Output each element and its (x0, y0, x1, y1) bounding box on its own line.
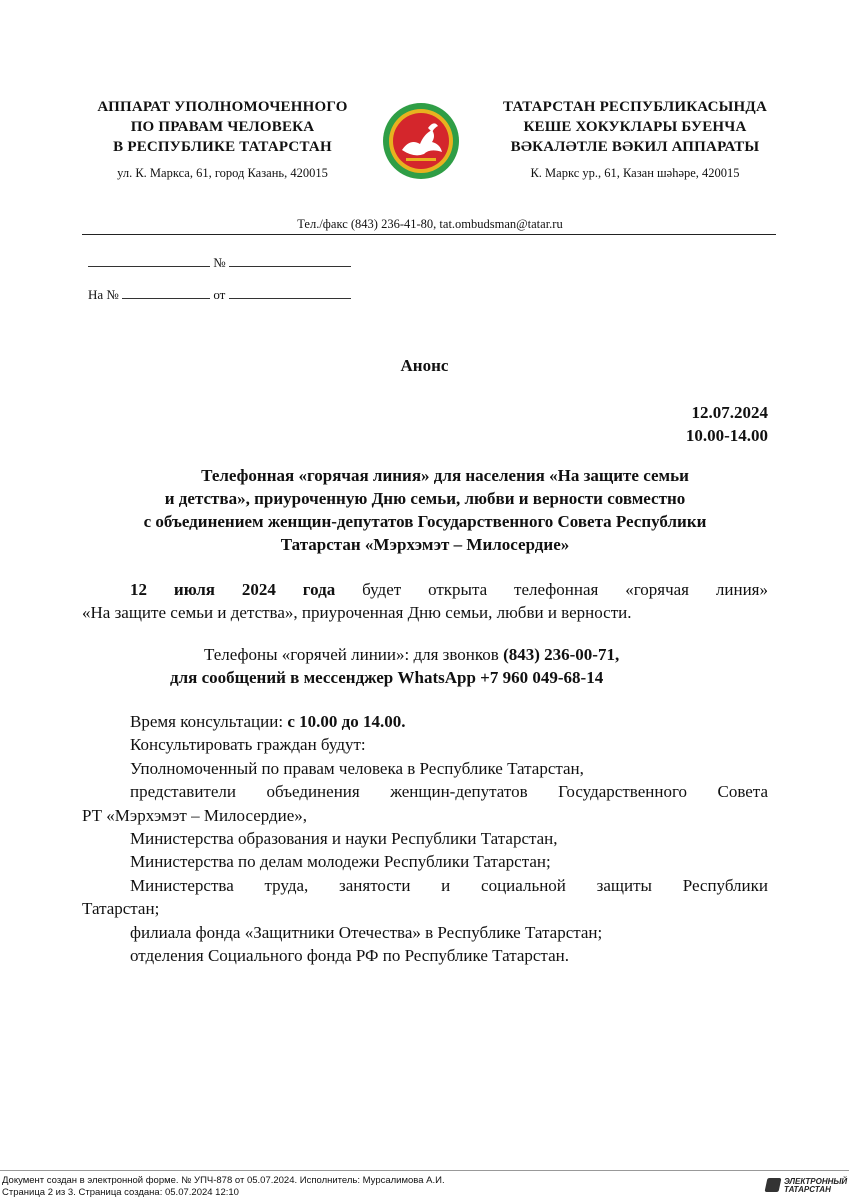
left-org-line3: В РЕСПУБЛИКЕ ТАТАРСТАН (113, 139, 332, 155)
heading-line4: Татарстан «Мэрхэмэт – Милосердие» (280, 535, 570, 554)
right-org-line2: КЕШЕ ХОКУКЛАРЫ БУЕНЧА (523, 119, 747, 135)
outgoing-number-blank (229, 254, 351, 267)
consult-time-value: с 10.00 до 14.00. (287, 712, 406, 731)
logo-text-bottom: ТАТАРСТАН (784, 1185, 831, 1194)
footer-line2: Страница 2 из 3. Страница создана: 05.07.2024 12:10 (2, 1187, 239, 1198)
consult-item6: филиала фонда «Защитники Отечества» в Республике Татарстан; (130, 922, 603, 942)
intro-paragraph (82, 578, 768, 625)
footer-text (2, 1175, 702, 1199)
document-title: Анонс (400, 356, 449, 375)
right-org-name (480, 97, 790, 157)
ref-label: На № (88, 287, 119, 302)
phones-label: Телефоны «горячей линии»: для звонков (204, 645, 499, 664)
consult-item7: отделения Социального фонда РФ по Республике Татарстан. (130, 946, 569, 966)
consult-item5-line2: Татарстан; (82, 899, 160, 919)
outgoing-number-line (88, 254, 351, 271)
logo-text-top: ЭЛЕКТРОННЫЙ (784, 1177, 848, 1186)
right-org-line3: ВӘКАЛӘТЛЕ ВӘКИЛ АППАРАТЫ (510, 139, 760, 155)
left-org-address: ул. К. Маркса, 61, город Казань, 420015 (117, 166, 328, 180)
event-date: 12.07.2024 (691, 403, 768, 422)
consult-item3: Министерства образования и науки Республики Татарстан, (130, 829, 558, 849)
header-divider (82, 234, 776, 235)
left-org-line1: АППАРАТ УПОЛНОМОЧЕННОГО (97, 99, 348, 115)
from-label: от (213, 287, 226, 302)
announcement-heading (60, 464, 790, 556)
footer-line1: Документ создан в электронной форме. № УПЧ-878 от 05.07.2024. Исполнитель: Мурсалимова А.И. (2, 1175, 445, 1186)
consult-item2-line1: представители объединения женщин-депутатов Государственного Совета (130, 782, 768, 802)
logo-text (784, 1178, 847, 1194)
event-datetime (500, 401, 768, 447)
intro-line2: «На защите семьи и детства», приуроченная Дню семьи, любви и верности. (82, 603, 632, 623)
intro-bold-date: 12 июля 2024 года (130, 580, 336, 599)
consult-time-label: Время консультации: (130, 712, 284, 731)
footer-divider (0, 1170, 849, 1171)
consult-item4: Министерства по делам молодежи Республики Татарстан; (130, 852, 551, 872)
reference-line (88, 286, 351, 303)
heading-line2: и детства», приуроченную Дню семьи, любви и верности совместно (164, 489, 686, 508)
consultation-block (82, 710, 768, 967)
left-org-name (70, 97, 375, 157)
outgoing-date-blank (88, 254, 210, 267)
contacts-line: Тел./факс (843) 236-41-80, tat.ombudsman@tatar.ru (297, 217, 563, 231)
consult-item5-line1: Министерства труда, занятости и социальной защиты Республики (130, 875, 768, 895)
right-org-address: К. Маркс ур., 61, Казан шәһәре, 420015 (530, 166, 740, 180)
number-sign: № (213, 255, 226, 270)
intro-rest: будет открыта телефонная «горячая линия» (362, 580, 768, 599)
logo-mark-icon (765, 1178, 782, 1192)
calls-number: (843) 236-00-71, (503, 645, 620, 664)
event-time: 10.00-14.00 (685, 426, 768, 445)
electronic-tatarstan-logo (766, 1177, 846, 1195)
heading-line1: Телефонная «горячая линия» для населения «На защите семьи (201, 466, 689, 485)
hotline-phones (82, 643, 782, 690)
ref-date-blank (229, 286, 351, 299)
heading-line3: с объединением женщин-депутатов Государственного Совета Республики (143, 512, 707, 531)
whatsapp-line: для сообщений в мессенджер WhatsApp +7 960 049-68-14 (170, 668, 604, 688)
consult-item2-line2: РТ «Мэрхэмэт – Милосердие», (82, 805, 308, 825)
ref-number-blank (122, 286, 210, 299)
left-org-line2: ПО ПРАВАМ ЧЕЛОВЕКА (130, 119, 315, 135)
right-org-line1: ТАТАРСТАН РЕСПУБЛИКАСЫНДА (503, 99, 767, 115)
consult-item1: Уполномоченный по правам человека в Республике Татарстан, (130, 758, 584, 778)
emblem-icon (380, 100, 462, 182)
consult-intro: Консультировать граждан будут: (130, 735, 366, 755)
